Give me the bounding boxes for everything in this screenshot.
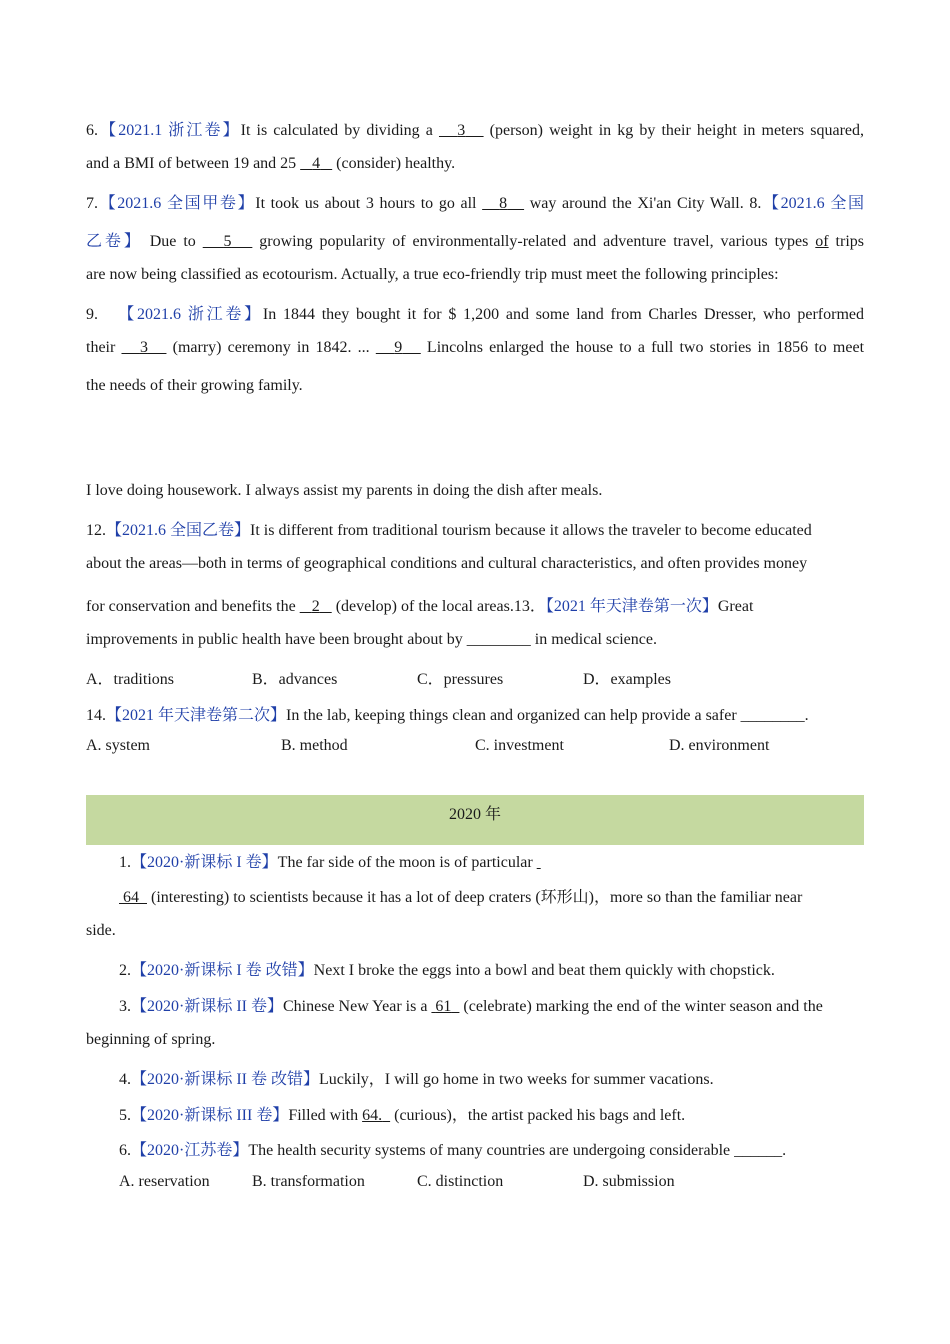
q13-option-c[interactable]: C．pressures xyxy=(417,671,504,688)
q9-line2: their 3 (marry) ceremony in 1842. ... 9 Lincolns enlarged the house to a full two stories in 1856 to meet xyxy=(86,339,865,356)
y2020-q1-source: 【2020·新课标 I 卷】 xyxy=(131,854,278,871)
y2020-q5-blank[interactable]: 64. xyxy=(362,1107,383,1124)
y2020-q5-source: 【2020·新课标 III 卷】 xyxy=(131,1107,289,1124)
y2020-q4-source: 【2020·新课标 II 卷 改错】 xyxy=(131,1071,319,1088)
q14-source: 【2021 年天津卷第二次】 xyxy=(106,707,287,724)
q13-line2: improvements in public health have been brought about by ________ in medical science. xyxy=(86,631,657,648)
y2020-q1-blank[interactable]: 64 xyxy=(123,889,139,906)
y2020-q4-line: 4.【2020·新课标 II 卷 改错】Luckily，I will go home in two weeks for summer vacations. xyxy=(119,1071,714,1088)
q7-blank[interactable]: 8 xyxy=(499,195,508,212)
y2020-q2-source: 【2020·新课标 I 卷 改错】 xyxy=(131,962,314,979)
q6-source: 【2021.1 浙江卷】 xyxy=(98,122,241,139)
q8-blank[interactable]: 5 xyxy=(223,233,232,250)
q9-source: 【2021.6 浙江卷】 xyxy=(118,306,263,323)
note-line: I love doing housework. I always assist my parents in doing the dish after meals. xyxy=(86,482,603,499)
y2020-q6-line: 6.【2020·江苏卷】The health security systems of many countries are undergoing considerable ______. xyxy=(119,1142,787,1159)
q8-line3: are now being classified as ecotourism. Actually, a true eco-friendly trip must meet the following principles: xyxy=(86,266,779,283)
year-section-band xyxy=(86,795,864,845)
q6-line2: and a BMI of between 19 and 25 4 (consider) healthy. xyxy=(86,155,456,172)
q6-blank-2[interactable]: 4 xyxy=(312,155,321,172)
q12-source: 【2021.6 全国乙卷】 xyxy=(106,522,251,539)
q9-line3: the needs of their growing family. xyxy=(86,377,303,394)
y2020-q3-line2: beginning of spring. xyxy=(86,1031,216,1048)
y2020-q3-line1: 3.【2020·新课标 II 卷】Chinese New Year is a 61 (celebrate) marking the end of the winter season and the xyxy=(119,998,823,1015)
y2020-q6-option-b[interactable]: B. transformation xyxy=(252,1173,365,1190)
q8-source-start: 【2021.6 全国 xyxy=(761,195,864,212)
q6-blank-1[interactable]: 3 xyxy=(457,122,466,139)
year-section-title: 2020 年 xyxy=(448,806,501,823)
q14-option-c[interactable]: C. investment xyxy=(475,737,564,754)
q7-source: 【2021.6 全国甲卷】 xyxy=(98,195,256,212)
y2020-q1-line2: 64 (interesting) to scientists because it has a lot of deep craters (环形山)，more so than the familiar near xyxy=(119,884,802,907)
q14-option-a[interactable]: A. system xyxy=(86,737,150,754)
y2020-q5-line: 5.【2020·新课标 III 卷】Filled with 64. (curious)，the artist packed his bags and left. xyxy=(119,1107,686,1124)
q8-line2: 乙卷】 Due to 5 growing popularity of environmentally-related and adventure travel, various types of trips xyxy=(86,233,865,250)
q12-blank[interactable]: 2 xyxy=(311,598,320,615)
q12-line2: about the areas—both in terms of geographical conditions and cultural characteristics, and often provides money xyxy=(86,555,808,572)
q12-line3: for conservation and benefits the 2 (develop) of the local areas.13．【2021 年天津卷第一次】Great xyxy=(86,598,754,615)
q14-option-d[interactable]: D. environment xyxy=(669,737,770,754)
y2020-q6-option-a[interactable]: A. reservation xyxy=(119,1173,210,1190)
y2020-q1-line3: side. xyxy=(86,922,116,939)
y2020-q6-source: 【2020·江苏卷】 xyxy=(131,1142,249,1159)
y2020-q6-option-c[interactable]: C. distinction xyxy=(417,1173,504,1190)
q9-line1: 9. 【2021.6 浙江卷】In 1844 they bought it for $ 1,200 and some land from Charles Dresser, who performed xyxy=(86,306,864,323)
q13-option-b[interactable]: B．advances xyxy=(252,671,338,688)
q13-option-d[interactable]: D．examples xyxy=(583,671,671,688)
y2020-q3-blank[interactable]: 61 xyxy=(435,998,452,1015)
q6-line1: 6.【2021.1 浙江卷】It is calculated by dividing a 3 (person) weight in kg by their height in meters squared, xyxy=(86,122,865,139)
q9-blank-1[interactable]: 3 xyxy=(139,339,148,356)
q14-line: 14.【2021 年天津卷第二次】In the lab, keeping things clean and organized can help provide a safer ________. xyxy=(86,707,809,724)
q13-source: 【2021 年天津卷第一次】 xyxy=(545,598,718,615)
y2020-q3-source: 【2020·新课标 II 卷】 xyxy=(131,998,283,1015)
q14-option-b[interactable]: B. method xyxy=(281,737,348,754)
q7-line1: 7.【2021.6 全国甲卷】It took us about 3 hours to go all 8 way around the Xi'an City Wall. 8.【2021.6 全国 xyxy=(86,195,864,212)
y2020-q6-option-d[interactable]: D. submission xyxy=(583,1173,675,1190)
q9-blank-2[interactable]: 9 xyxy=(394,339,403,356)
q12-line1: 12.【2021.6 全国乙卷】It is different from traditional tourism because it allows the traveler to become educated xyxy=(86,522,812,539)
q13-option-a[interactable]: A．traditions xyxy=(86,671,174,688)
y2020-q2-line: 2.【2020·新课标 I 卷 改错】Next I broke the eggs into a bowl and beat them quickly with chopstick. xyxy=(119,962,775,979)
q8-source-end: 乙卷】 xyxy=(86,233,143,250)
y2020-q1-line1: 1.【2020·新课标 I 卷】The far side of the moon is of particular xyxy=(119,854,537,871)
